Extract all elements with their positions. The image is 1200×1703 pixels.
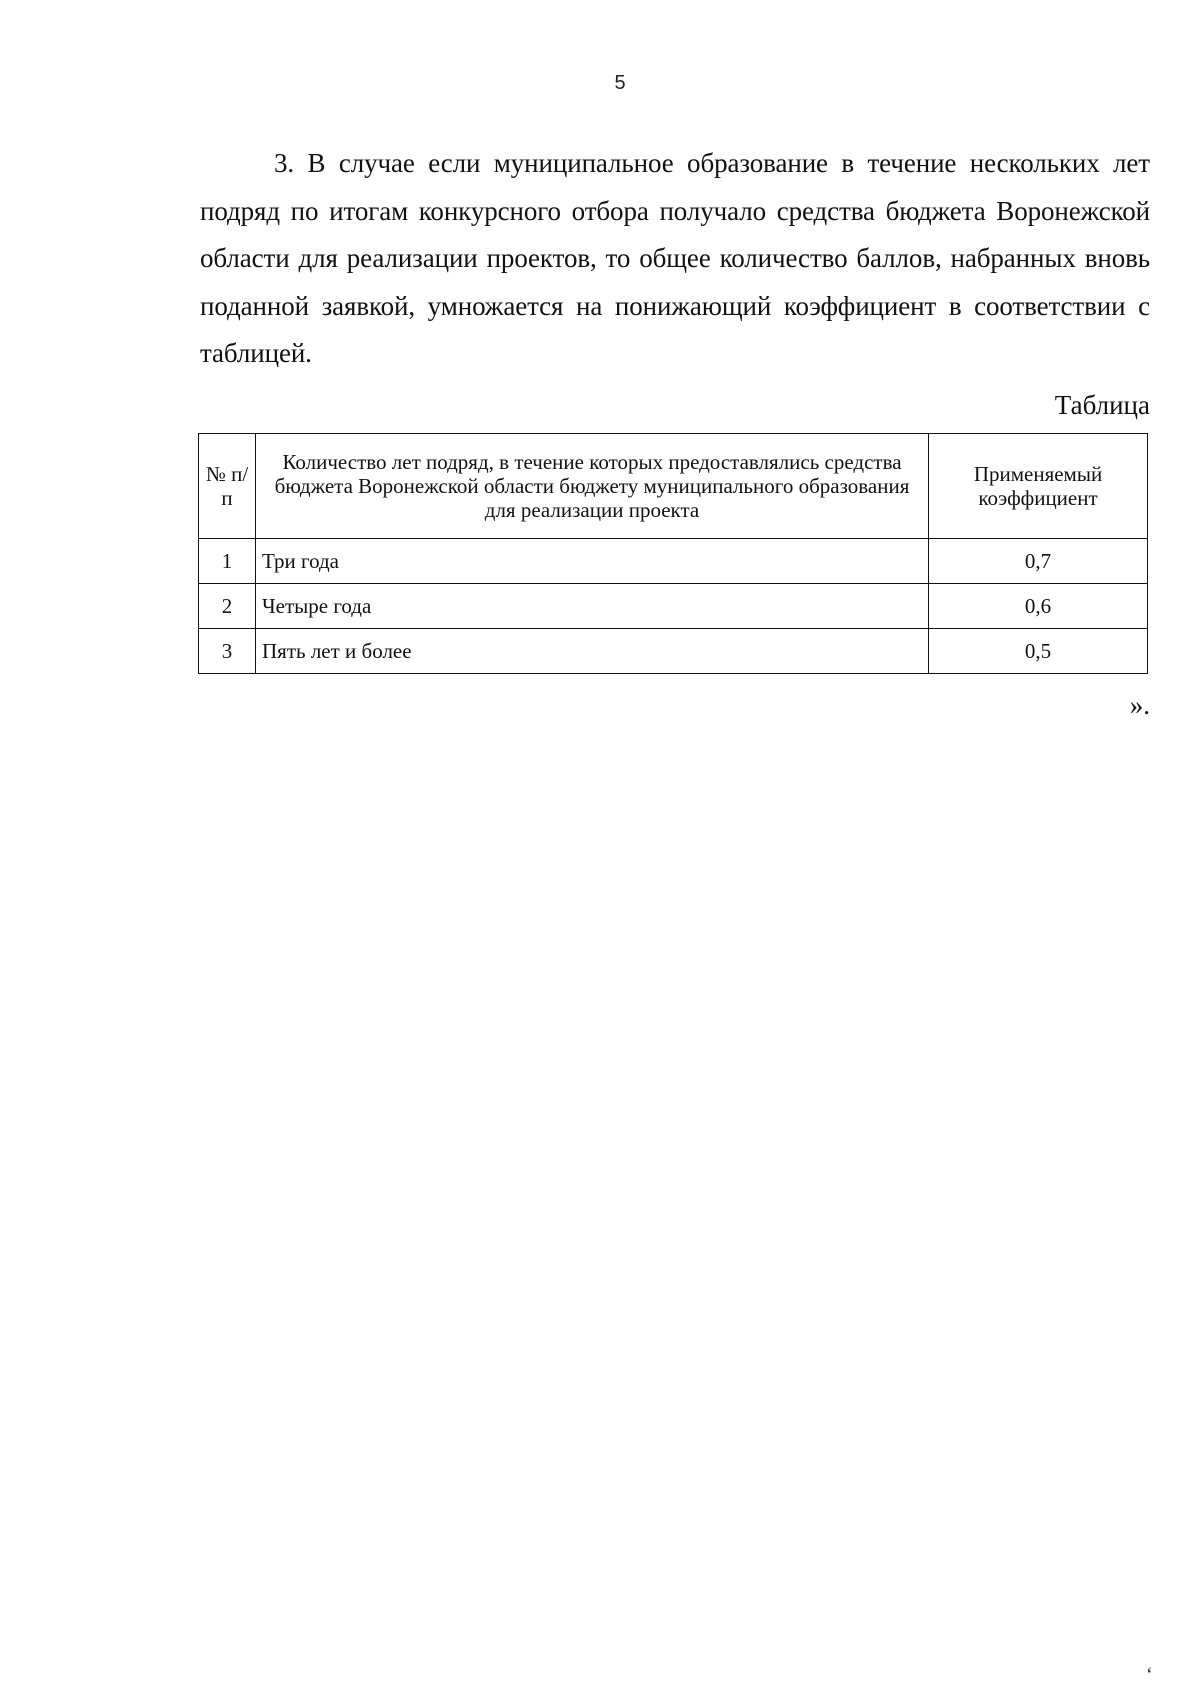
row-years: Пять лет и более: [256, 629, 929, 674]
row-coefficient: 0,5: [929, 629, 1148, 674]
row-number: 2: [199, 584, 256, 629]
corner-mark: ‘: [1146, 1664, 1153, 1686]
row-coefficient: 0,7: [929, 539, 1148, 584]
table-row: [199, 539, 1148, 584]
body-paragraph: 3. В случае если муниципальное образование в течение нескольких лет подряд по итогам конкурсного отбора получало средства бюджета Воронежской области для реализации проектов, то общее количество баллов, набранных вновь поданной заявкой, умножается на понижающий коэффициент в соответствии с таблицей.: [200, 148, 1150, 368]
header-number: № п/п: [199, 434, 256, 539]
table-row: [199, 584, 1148, 629]
coefficient-table: [198, 433, 1148, 674]
row-number: 1: [199, 539, 256, 584]
row-number: 3: [199, 629, 256, 674]
closing-quote: ».: [1129, 690, 1150, 720]
page-number: 5: [614, 72, 626, 94]
row-years: Четыре года: [256, 584, 929, 629]
table-caption: Таблица: [1054, 390, 1150, 420]
header-coefficient: Применяемый коэффициент: [929, 434, 1148, 539]
row-years: Три года: [256, 539, 929, 584]
table-header-row: [199, 434, 1148, 539]
header-years: Количество лет подряд, в течение которых предоставлялись средства бюджета Воронежской области бюджету муниципального образования для реализации проекта: [256, 434, 929, 539]
row-coefficient: 0,6: [929, 584, 1148, 629]
table-row: [199, 629, 1148, 674]
